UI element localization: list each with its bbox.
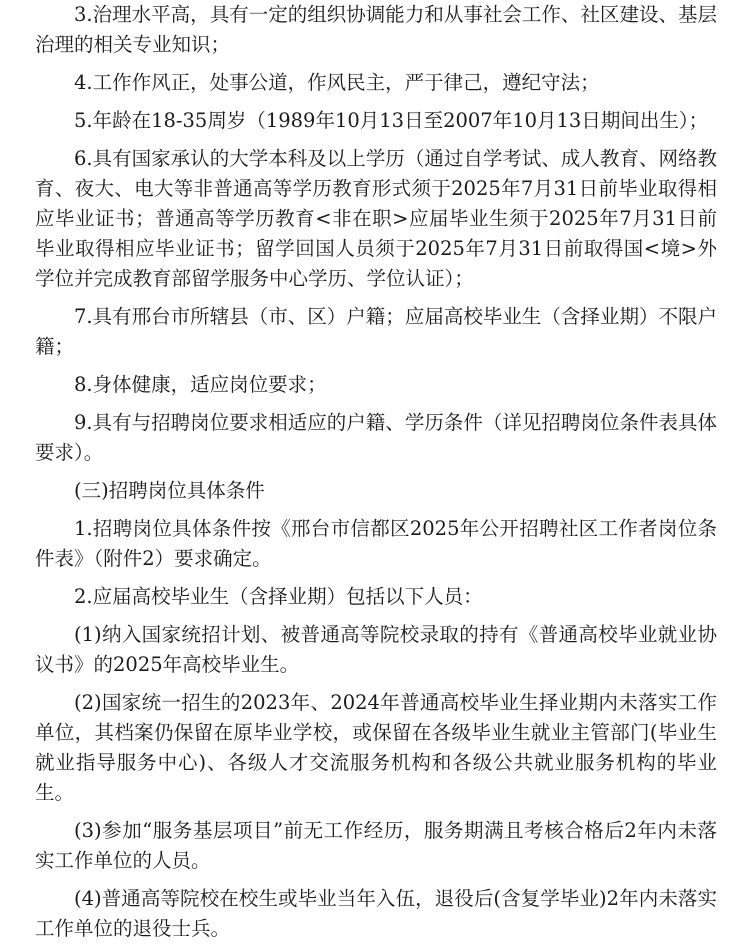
paragraph-condition-3: 3.治理水平高，具有一定的组织协调能力和从事社会工作、社区建设、基层治理的相关专业知识；	[35, 3, 717, 56]
paragraph-condition-9: 9.具有与招聘岗位要求相适应的户籍、学历条件（详见招聘岗位条件表具体要求）。	[35, 411, 717, 464]
paragraph-position-1: 1.招聘岗位具体条件按《邢台市信都区2025年公开招聘社区工作者岗位条件表》（附件2）要求确定。	[35, 517, 717, 570]
paragraph-graduate-4: (4)普通高等院校在校生或毕业当年入伍，退役后(含复学毕业)2年内未落实工作单位的退役士兵。	[35, 887, 717, 940]
paragraph-condition-4: 4.工作作风正，处事公道，作风民主，严于律己，遵纪守法；	[74, 71, 600, 94]
paragraph-condition-8: 8.身体健康，适应岗位要求；	[74, 373, 327, 396]
section-heading: (三)招聘岗位具体条件	[74, 479, 265, 502]
paragraph-graduate-1: (1)纳入国家统招计划、被普通高等院校录取的持有《普通高校毕业就业协议书》的2025年高校毕业生。	[35, 623, 717, 676]
paragraph-graduate-2: (2)国家统一招生的2023年、2024年普通高校毕业生择业期内未落实工作单位，其档案仍保留在原毕业学校，或保留在各级毕业生就业主管部门(毕业生就业指导服务中心)、各级人才交流服务机构和各级公共就业服务机构的毕业生。	[35, 691, 717, 804]
paragraph-condition-7: 7.具有邢台市所辖县（市、区）户籍；应届高校毕业生（含择业期）不限户籍；	[35, 305, 717, 358]
paragraph-condition-5: 5.年龄在18-35周岁（1989年10月13日至2007年10月13日期间出生）；	[74, 109, 709, 132]
paragraph-graduate-3: (3)参加“服务基层项目”前无工作经历，服务期满且考核合格后2年内未落实工作单位的人员。	[35, 819, 717, 872]
paragraph-position-2: 2.应届高校毕业生（含择业期）包括以下人员：	[74, 585, 483, 608]
paragraph-condition-6: 6.具有国家承认的大学本科及以上学历（通过自学考试、成人教育、网络教育、夜大、电大等非普通高等学历教育形式须于2025年7月31日前毕业取得相应毕业证书；普通高等学历教育<非在职>应届毕业生须于2025年7月31日前毕业取得相应毕业证书；留学回国人员须于2025年7月31日前取得国<境>外学位并完成教育部留学服务中心学历、学位认证）；	[35, 147, 717, 290]
document-body	[35, 0, 717, 952]
